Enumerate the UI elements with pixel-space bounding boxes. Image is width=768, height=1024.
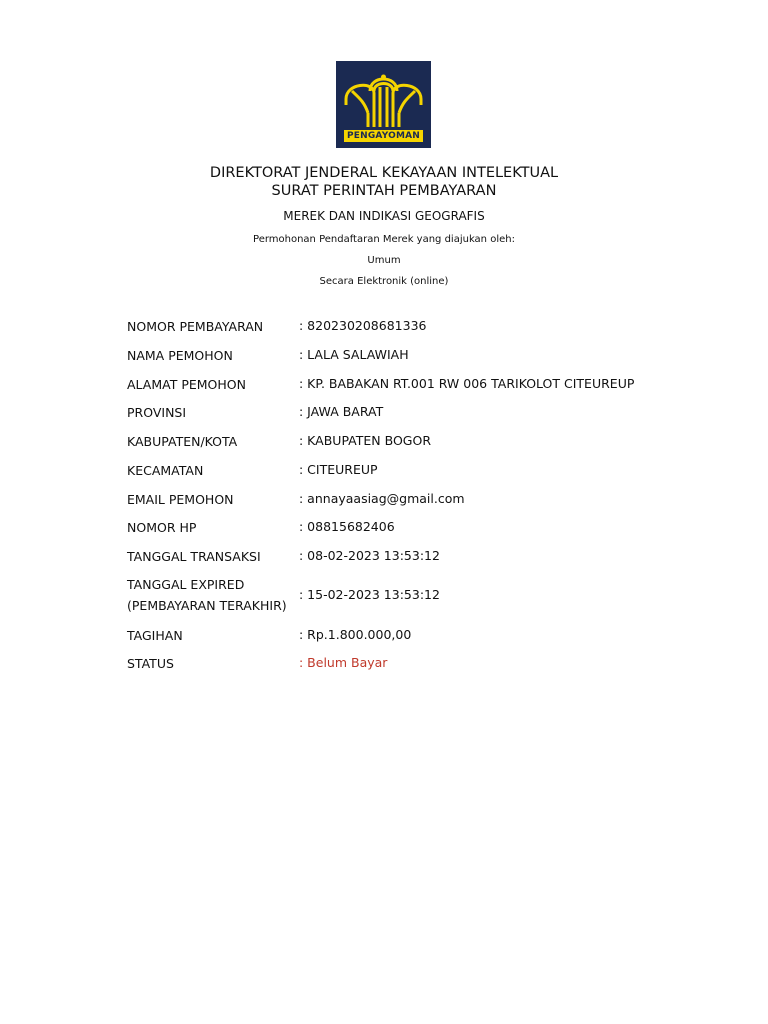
field-label: TANGGAL TRANSAKSI [127,549,261,564]
pengayoman-logo [336,61,431,148]
field-label: NOMOR HP [127,520,197,535]
logo-text: PENGAYOMAN [346,131,421,141]
title-line-2: SURAT PERINTAH PEMBAYARAN [271,183,497,199]
field-value: : KABUPATEN BOGOR [299,433,432,448]
intro-text: Permohonan Pendaftaran Merek yang diajukan oleh: [253,234,515,245]
document-subtitle: MEREK DAN INDIKASI GEOGRAFIS [283,209,485,223]
field-value: : Rp.1.800.000,00 [299,627,412,642]
field-label: EMAIL PEMOHON [127,492,234,507]
field-value: : 08-02-2023 13:53:12 [299,548,440,563]
field-label-line-2: (PEMBAYARAN TERAKHIR) [127,598,287,613]
field-label: NAMA PEMOHON [127,348,233,363]
field-value: : JAWA BARAT [299,404,384,419]
title-line-1: DIREKTORAT JENDERAL KEKAYAAN INTELEKTUAL [209,165,559,181]
field-label: NOMOR PEMBAYARAN [127,319,264,334]
field-label: STATUS [127,656,174,671]
field-value: : LALA SALAWIAH [299,347,409,362]
field-value: : CITEUREUP [299,462,378,477]
applicant-category: Umum [367,255,401,266]
field-label: PROVINSI [127,405,187,420]
status-value: : Belum Bayar [299,655,388,670]
field-label: ALAMAT PEMOHON [127,377,246,392]
document-title [0,164,768,200]
field-label: KABUPATEN/KOTA [127,434,238,449]
field-value: : 820230208681336 [299,318,427,333]
field-value: : 15-02-2023 13:53:12 [299,587,440,602]
field-value: : KP. BABAKAN RT.001 RW 006 TARIKOLOT CITEUREUP [299,376,635,391]
field-label: TAGIHAN [127,628,183,643]
field-label-line-1: TANGGAL EXPIRED [127,577,245,592]
field-value: : 08815682406 [299,519,395,534]
field-label [127,574,297,616]
submission-method: Secara Elektronik (online) [319,276,449,287]
field-value: : annayaasiag@gmail.com [299,491,465,506]
field-label: KECAMATAN [127,463,204,478]
